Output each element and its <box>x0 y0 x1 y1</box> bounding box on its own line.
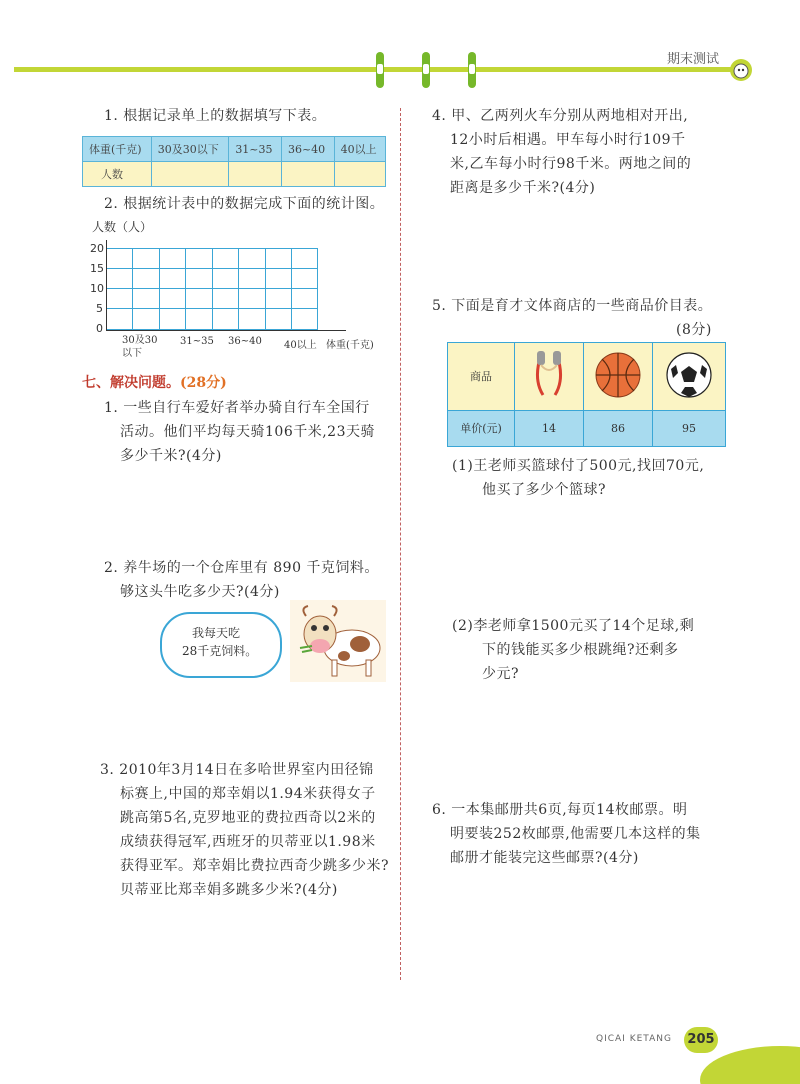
text-line: 成绩获得冠军,西班牙的贝蒂亚以1.98米 <box>120 834 376 850</box>
table-row-label: 商品 <box>448 343 515 411</box>
text-line: 标赛上,中国的郑幸娟以1.94米获得女子 <box>120 786 376 802</box>
jump-rope-icon <box>529 349 569 401</box>
x-tick: 40以上 <box>284 340 317 351</box>
corner-decoration <box>660 1020 800 1084</box>
section-label: 七、解决问题。 <box>82 375 180 391</box>
answer-cell[interactable] <box>151 162 229 187</box>
record-table <box>82 136 386 187</box>
bubble-line: 我每天吃 <box>192 626 241 640</box>
x-axis-line <box>106 330 346 331</box>
table-head-cell: 31~35 <box>229 137 282 162</box>
column-divider <box>400 108 401 980</box>
table-head-cell: 40以上 <box>334 137 385 162</box>
text-line: 2. 养牛场的一个仓库里有 890 千克饲料。 <box>104 560 379 576</box>
text-line: 12小时后相遇。甲车每小时行109千 <box>450 132 686 148</box>
problem-5-part-1 <box>452 454 704 502</box>
problem-1 <box>104 396 375 468</box>
text-line: 下的钱能买多少根跳绳?还剩多 <box>482 642 679 658</box>
y-tick: 5 <box>96 302 103 315</box>
bubble-line: 28千克饲料。 <box>182 644 258 658</box>
product-cell <box>653 343 726 411</box>
text-line: 活动。他们平均每天骑106千米,23天骑 <box>120 424 375 440</box>
table-row-label: 人数 <box>83 162 152 187</box>
section-score: (28分) <box>180 375 227 391</box>
text-line: (1)王老师买篮球付了500元,找回70元, <box>452 458 705 474</box>
x-axis-label: 体重(千克) <box>326 340 374 351</box>
text-line: 3. 2010年3月14日在多哈世界室内田径锦 <box>100 762 374 778</box>
y-axis-line <box>106 240 107 330</box>
header-title: 期末测试 <box>667 52 720 67</box>
basketball-icon <box>594 351 642 399</box>
x-tick: 31~35 <box>180 336 214 347</box>
answer-cell[interactable] <box>281 162 334 187</box>
y-tick: 15 <box>90 262 104 275</box>
binder-clip-icon <box>422 52 430 88</box>
x-tick: 36~40 <box>228 336 262 347</box>
table-head-cell: 30及30以下 <box>151 137 229 162</box>
text-line: 多少千米?(4分) <box>120 448 222 464</box>
text-line: 6. 一本集邮册共6页,每页14枚邮票。明 <box>432 802 688 818</box>
text-line: 米,乙车每小时行98千米。两地之间的 <box>450 156 692 172</box>
product-cell <box>515 343 584 411</box>
problem-3 <box>100 758 389 902</box>
text-line: 获得亚军。郑幸娟比费拉西奇少跳多少米? <box>120 858 390 874</box>
section-heading <box>82 372 227 392</box>
problem-4 <box>432 104 691 200</box>
text-line: 少元? <box>482 666 520 682</box>
y-tick: 0 <box>96 322 103 335</box>
binder-clip-icon <box>376 52 384 88</box>
problem-2 <box>104 556 379 604</box>
text-line: 1. 一些自行车爱好者举办骑自行车全国行 <box>104 400 370 416</box>
q1-instruction: 1. 根据记录单上的数据填写下表。 <box>104 108 327 124</box>
answer-cell[interactable] <box>334 162 385 187</box>
y-tick: 10 <box>90 282 104 295</box>
text-line: 跳高第5名,克罗地亚的费拉西奇以2米的 <box>120 810 376 826</box>
x-tick: 30及30 以下 <box>122 335 158 359</box>
text-line: 距离是多少千米?(4分) <box>450 180 596 196</box>
product-cell <box>584 343 653 411</box>
price-cell: 95 <box>653 410 726 446</box>
speech-bubble <box>160 612 282 678</box>
table-row-label: 单价(元) <box>448 410 515 446</box>
binder-clip-icon <box>468 52 476 88</box>
problem-5-score: (8分) <box>676 322 712 338</box>
text-line: 邮册才能装完这些邮票?(4分) <box>450 850 639 866</box>
y-axis-label: 人数（人） <box>92 220 153 234</box>
text-line: 够这头牛吃多少天?(4分) <box>120 584 280 600</box>
page-number: 205 <box>684 1027 718 1053</box>
text-line: (2)李老师拿1500元买了14个足球,剩 <box>452 618 695 634</box>
blank-graph-grid[interactable] <box>106 248 318 330</box>
cartoon-mascot-icon <box>728 58 754 82</box>
header-rule <box>14 67 734 72</box>
footer-brand: QICAI KETANG <box>596 1034 672 1044</box>
y-tick: 20 <box>90 242 104 255</box>
price-cell: 14 <box>515 410 584 446</box>
table-head-cell: 36~40 <box>281 137 334 162</box>
answer-cell[interactable] <box>229 162 282 187</box>
price-table <box>447 342 726 447</box>
price-cell: 86 <box>584 410 653 446</box>
text-line: 贝蒂亚比郑幸娟多跳多少米?(4分) <box>120 882 338 898</box>
text-line: 明要装252枚邮票,他需要几本这样的集 <box>450 826 701 842</box>
text-line: 他买了多少个篮球? <box>482 482 607 498</box>
table-head-cell: 体重(千克) <box>83 137 152 162</box>
text-line: 4. 甲、乙两列火车分别从两地相对开出, <box>432 108 689 124</box>
cow-illustration <box>290 600 386 682</box>
problem-5-intro: 5. 下面是育才文体商店的一些商品价目表。 <box>432 298 713 314</box>
q2-instruction: 2. 根据统计表中的数据完成下面的统计图。 <box>104 196 385 212</box>
problem-5-part-2 <box>452 614 694 686</box>
problem-6 <box>432 798 701 870</box>
soccer-ball-icon <box>665 351 713 399</box>
